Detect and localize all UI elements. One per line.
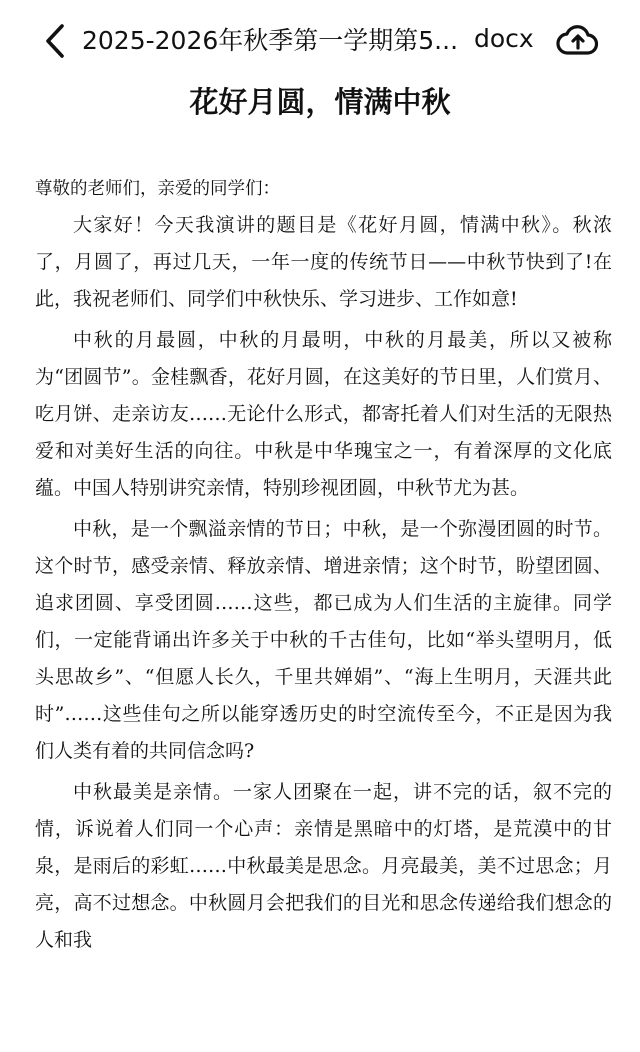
paragraph-4: 中秋最美是亲情。一家人团聚在一起，讲不完的话，叙不完的情，诉说着人们同一个心声：亲情是黑暗中的灯塔，是荒漠中的甘泉，是雨后的彩虹……中秋最美是思念。月亮最美，美不过思念；月亮，高不过想念。中秋圆月会把我们的目光和思念传递给我们想念的人和我 <box>35 781 612 951</box>
file-extension-label: docx <box>474 24 534 53</box>
paragraph-2: 中秋的月最圆，中秋的月最明，中秋的月最美，所以又被称为“团圆节”。金桂飘香，花好月圆，在这美好的节日里，人们赏月、吃月饼、走亲访友……无论什么形式，都寄托着人们对生活的无限热爱和对美好生活的向往。中秋是中华瑰宝之一，有着深厚的文化底蕴。中国人特别讲究亲情，特别珍视团圆，中秋节尤为甚。 <box>35 329 612 499</box>
page-title: 花好月圆，情满中秋 <box>189 85 451 119</box>
paragraph-1: 大家好！今天我演讲的题目是《花好月圆，情满中秋》。秋浓了，月圆了，再过几天，一年一度的传统节日——中秋节快到了!在此，我祝老师们、同学们中秋快乐、学习进步、工作如意! <box>35 214 612 310</box>
top-bar <box>0 0 640 80</box>
chevron-left-icon[interactable] <box>40 22 70 60</box>
greeting-line: 尊敬的老师们，亲爱的同学们： <box>35 179 280 199</box>
document-body <box>35 172 612 963</box>
paragraph-3: 中秋，是一个飘溢亲情的节日；中秋，是一个弥漫团圆的时节。这个时节，感受亲情、释放亲情、增进亲情；这个时节，盼望团圆、追求团圆、享受团圆……这些，都已成为人们生活的主旋律。同学们，一定能背诵出许多关于中秋的千古佳句，比如“举头望明月，低头思故乡”、“但愿人长久，千里共婵娟”、“海上生明月，天涯共此时”……这些佳句之所以能穿透历史的时空流传至今，不正是因为我们人类有着的共同信念吗? <box>35 518 612 762</box>
cloud-upload-icon[interactable] <box>556 20 600 60</box>
document-title: 2025-2026年秋季第一学期第5... <box>82 26 459 55</box>
